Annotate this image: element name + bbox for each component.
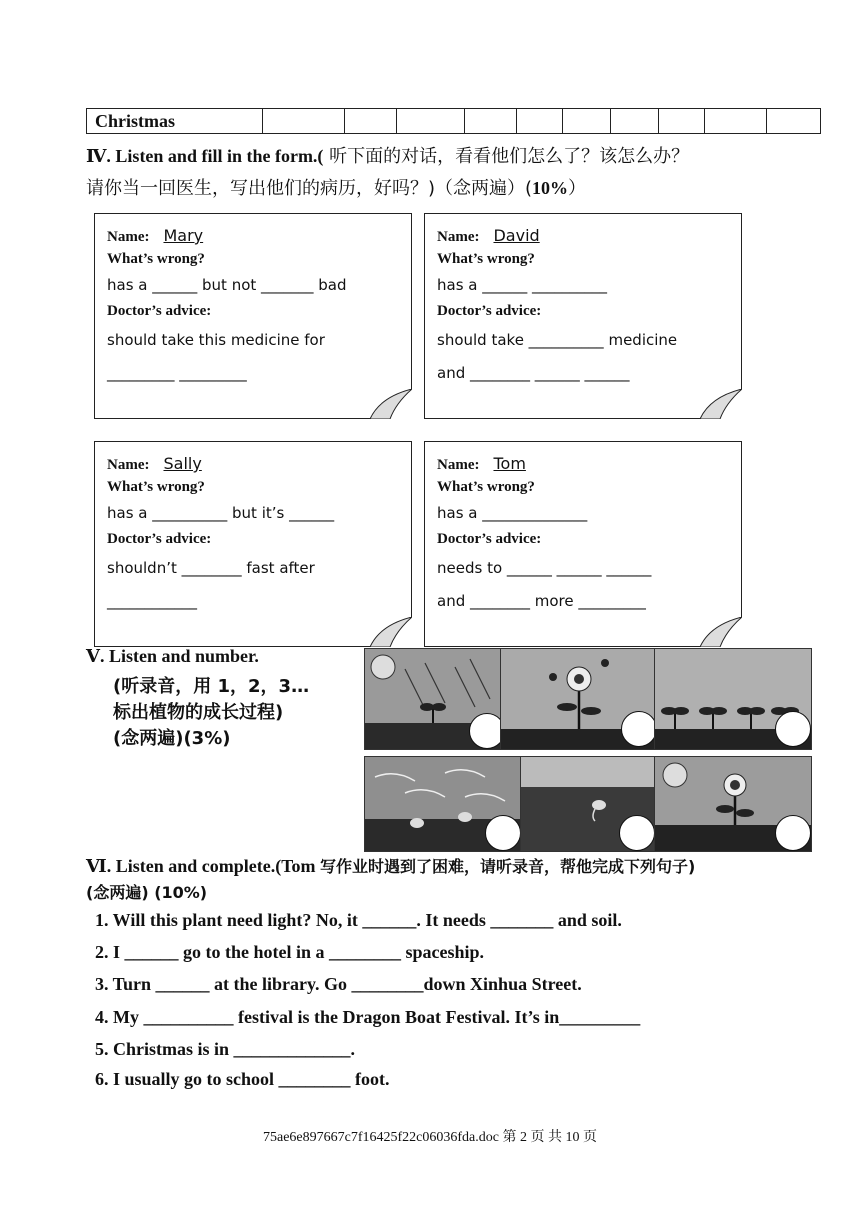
question-6: 6. I usually go to school ________ foot. (95, 1069, 390, 1089)
name-label: Name: (107, 457, 150, 473)
patient-name: Mary (163, 226, 204, 245)
table-cell[interactable] (659, 109, 705, 134)
whats-wrong-label: What’s wrong? (107, 479, 205, 495)
christmas-label: Christmas (87, 109, 263, 134)
doctors-advice-label: Doctor’s advice: (437, 303, 542, 319)
name-row (437, 226, 540, 246)
medical-record-card (94, 213, 412, 419)
name-label: Name: (437, 457, 480, 473)
whats-wrong-blank[interactable]: has a __________ but it’s ______ (107, 504, 335, 522)
table-cell[interactable] (465, 109, 517, 134)
whats-wrong-blank[interactable]: has a ______ __________ (437, 276, 608, 294)
doctors-advice-label: Doctor’s advice: (437, 531, 542, 547)
table-cell[interactable] (611, 109, 659, 134)
section4-heading: Ⅳ. Listen and fill in the form.( 听下面的对话，看看他们怎么了？该怎么办？ (86, 146, 690, 167)
number-circle[interactable] (619, 815, 655, 851)
section6-line2: (念两遍) (10%) (86, 883, 208, 902)
advice-blank-line1[interactable]: should take __________ medicine (437, 331, 678, 349)
whats-wrong-label: What’s wrong? (437, 251, 535, 267)
table-cell[interactable] (563, 109, 611, 134)
medical-record-card (94, 441, 412, 647)
page-curl-icon (370, 617, 412, 647)
advice-blank-line1[interactable]: needs to ______ ______ ______ (437, 559, 652, 577)
name-label: Name: (107, 229, 150, 245)
section5-line3: 标出植物的成长过程) (113, 702, 284, 723)
table-cell[interactable] (705, 109, 767, 134)
whats-wrong-blank[interactable]: has a ______ but not _______ bad (107, 276, 347, 294)
advice-blank-line1[interactable]: shouldn’t ________ fast after (107, 559, 315, 577)
number-circle[interactable] (621, 711, 656, 747)
picture-sun-flower (654, 756, 812, 852)
medical-record-card (424, 213, 742, 419)
medical-record-card (424, 441, 742, 647)
question-2: 2. I ______ go to the hotel in a ________ spaceship. (95, 942, 485, 962)
page-curl-icon (370, 389, 412, 419)
name-row (437, 454, 526, 474)
doctors-advice-label: Doctor’s advice: (107, 531, 212, 547)
advice-blank-line2[interactable]: _________ _________ (107, 364, 247, 382)
table-cell[interactable] (767, 109, 821, 134)
page-curl-icon (700, 389, 742, 419)
advice-blank-line1[interactable]: should take this medicine for (107, 331, 325, 349)
table-cell[interactable] (345, 109, 397, 134)
picture-flower-bees (500, 648, 656, 750)
section5-line4: (念两遍)(3%) (113, 728, 231, 749)
table-cell[interactable] (397, 109, 465, 134)
section6-heading: Ⅵ. Listen and complete.(Tom 写作业时遇到了困难，请听录音，帮他完成下列句子) (86, 856, 696, 876)
table-cell[interactable] (517, 109, 563, 134)
number-circle[interactable] (485, 815, 521, 851)
number-circle[interactable] (775, 815, 811, 851)
section5-line2: (听录音，用 1，2，3… (113, 676, 310, 697)
whats-wrong-label: What’s wrong? (437, 479, 535, 495)
page-footer: 75ae6e897667c7f16425f22c06036fda.doc 第 2 页 共 10 页 (263, 1130, 597, 1145)
number-circle[interactable] (469, 713, 502, 749)
advice-blank-line2[interactable]: ____________ (107, 592, 197, 610)
patient-name: Tom (493, 454, 526, 473)
question-1: 1. Will this plant need light? No, it ______. It needs _______ and soil. (95, 910, 622, 930)
doctors-advice-label: Doctor’s advice: (107, 303, 212, 319)
question-4: 4. My __________ festival is the Dragon Boat Festival. It’s in_________ (95, 1007, 641, 1027)
question-3: 3. Turn ______ at the library. Go ________down Xinhua Street. (95, 974, 582, 994)
whats-wrong-label: What’s wrong? (107, 251, 205, 267)
picture-seed-soil (520, 756, 656, 852)
question-5: 5. Christmas is in _____________. (95, 1039, 356, 1059)
name-row (107, 226, 203, 246)
section5-heading: Ⅴ. Listen and number. (86, 646, 259, 666)
christmas-table-row (86, 108, 821, 134)
name-label: Name: (437, 229, 480, 245)
advice-blank-line2[interactable]: and ________ more _________ (437, 592, 646, 610)
picture-wind-seeds (364, 756, 522, 852)
page-curl-icon (700, 617, 742, 647)
whats-wrong-blank[interactable]: has a ______________ (437, 504, 588, 522)
patient-name: David (493, 226, 540, 245)
picture-rain-sprout (364, 648, 502, 750)
number-circle[interactable] (775, 711, 811, 747)
picture-many-sprouts (654, 648, 812, 750)
name-row (107, 454, 202, 474)
patient-name: Sally (163, 454, 202, 473)
advice-blank-line2[interactable]: and ________ ______ ______ (437, 364, 630, 382)
table-cell[interactable] (263, 109, 345, 134)
section4-heading-line2: 请你当一回医生，写出他们的病历，好吗？)（念两遍）(10%） (86, 178, 587, 199)
